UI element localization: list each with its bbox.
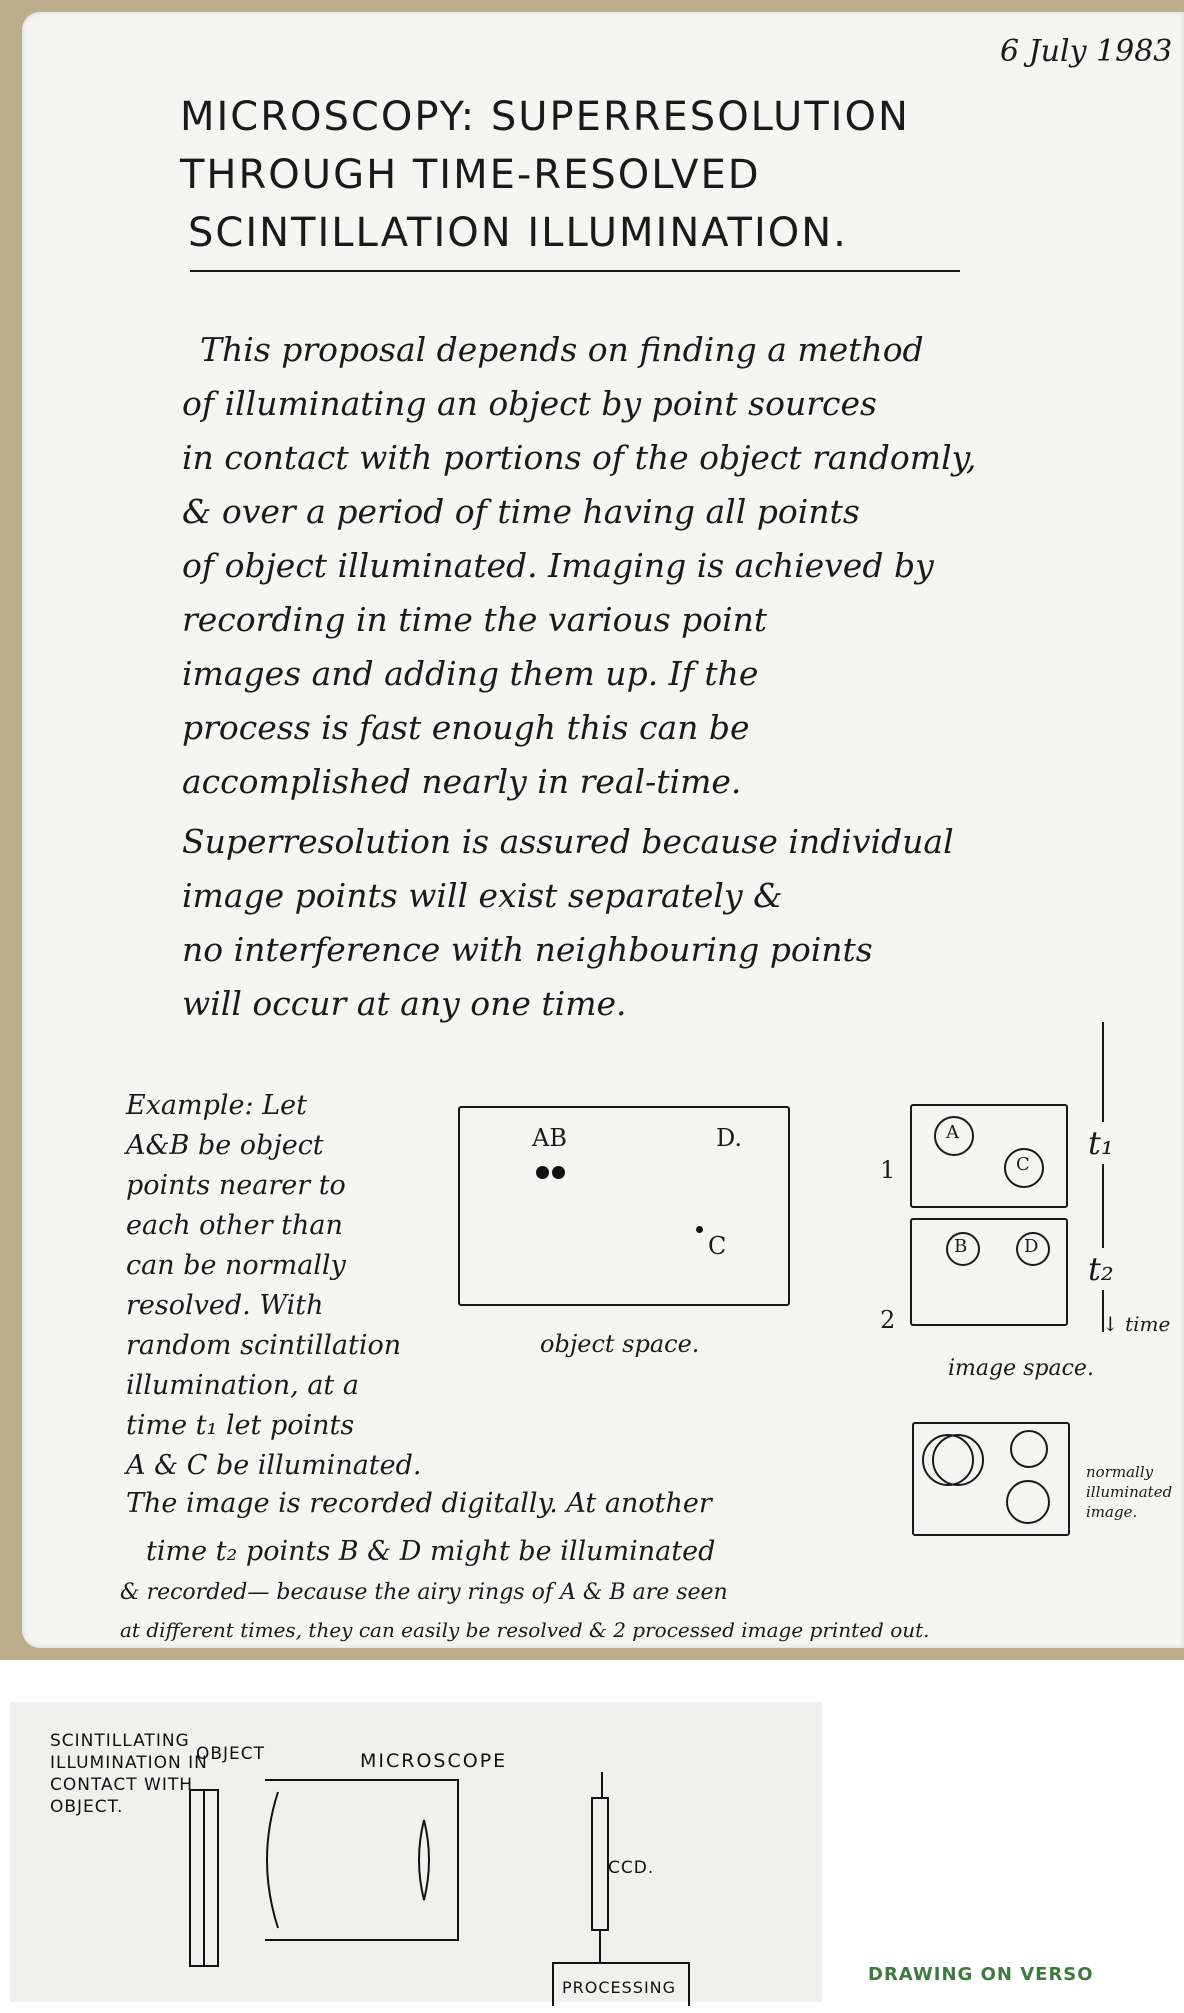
object-point-b (552, 1166, 565, 1179)
title-line-3: SCINTILLATION ILLUMINATION. (188, 210, 848, 256)
image-space-caption: image space. (948, 1356, 1094, 1381)
object-point-ab-label: AB (532, 1124, 567, 1152)
verso-object-label: OBJECT (196, 1744, 266, 1764)
object-point-a (536, 1166, 549, 1179)
image-frame-2 (910, 1218, 1068, 1326)
body-line-3: in contact with portions of the object randomly, (182, 438, 977, 477)
normal-image-ring-d (1010, 1430, 1048, 1468)
airy-ring-b-label: B (954, 1236, 968, 1257)
body-line-10: Superresolution is assured because individual (182, 822, 954, 861)
airy-ring-c-label: C (1016, 1154, 1030, 1175)
continuation-line-1: The image is recorded digitally. At another (126, 1488, 712, 1519)
body-line-13: will occur at any one time. (182, 984, 627, 1023)
verso-ccd-label: CCD. (608, 1858, 655, 1878)
verso-ccd-sensor (592, 1798, 608, 1930)
body-line-1: This proposal depends on finding a method (200, 330, 924, 369)
verso-processing-box (552, 1962, 690, 2006)
verso-illumination-label: SCINTILLATING ILLUMINATION IN CONTACT WITH OBJECT. (50, 1731, 208, 1817)
title-line-1: MICROSCOPY: SUPERRESOLUTION (180, 94, 910, 140)
image-frame-1-label: 1 (880, 1156, 896, 1184)
image-frame-2-label: 2 (880, 1306, 896, 1334)
continuation-line-4: at different times, they can easily be resolved & 2 processed image printed out. (120, 1618, 930, 1642)
notebook-sheet (22, 12, 1184, 1648)
example-line-10: A & C be illuminated. (126, 1450, 422, 1481)
verso-objective-lens (267, 1792, 278, 1928)
example-line-6: resolved. With (126, 1290, 324, 1321)
example-line-8: illumination, at a (126, 1370, 359, 1401)
object-point-c-label: C (708, 1232, 727, 1260)
continuation-line-2: time t₂ points B & D might be illuminated (146, 1536, 716, 1567)
body-line-4: & over a period of time having all points (182, 492, 860, 531)
verso-eyepiece-lens (419, 1820, 429, 1900)
verso-apparatus-sketch (10, 1702, 822, 2002)
normal-image-ring-c (1006, 1480, 1050, 1524)
object-point-c (696, 1226, 703, 1233)
body-line-6: recording in time the various point (182, 600, 768, 639)
body-line-2: of illuminating an object by point sources (182, 384, 877, 423)
object-point-d-label: D. (716, 1124, 743, 1152)
image-frame-1 (910, 1104, 1068, 1208)
example-line-7: random scintillation (126, 1330, 402, 1361)
continuation-line-3: & recorded— because the airy rings of A & B are seen (120, 1580, 728, 1605)
body-line-9: accomplished nearly in real-time. (182, 762, 742, 801)
time-t2-label: t₂ (1088, 1250, 1114, 1288)
title-line-2: THROUGH TIME-RESOLVED (180, 152, 761, 198)
example-line-3: points nearer to (126, 1170, 346, 1201)
example-line-9: time t₁ let points (126, 1410, 355, 1441)
body-line-11: image points will exist separately & (182, 876, 783, 915)
body-line-8: process is fast enough this can be (182, 708, 750, 747)
time-axis-label: ↓ time (1102, 1312, 1171, 1336)
normal-image-ring-ab-2 (932, 1434, 984, 1486)
normal-image-label: normally illuminated image. (1086, 1463, 1173, 1521)
object-space-caption: object space. (540, 1330, 700, 1358)
example-line-5: can be normally (126, 1250, 346, 1281)
date: 6 July 1983 (1000, 34, 1173, 69)
verso-processing-label: PROCESSING (562, 1978, 677, 1997)
title-underline (190, 270, 960, 272)
airy-ring-a-label: A (946, 1122, 959, 1143)
example-line-2: A&B be object (126, 1130, 324, 1161)
body-line-12: no interference with neighbouring points (182, 930, 873, 969)
airy-ring-d-label: D (1024, 1236, 1039, 1257)
body-line-7: images and adding them up. If the (182, 654, 759, 693)
verso-microscope-label: MICROSCOPE (360, 1750, 508, 1772)
verso-caption: DRAWING ON VERSO (868, 1964, 1094, 1985)
time-t1-label: t₁ (1088, 1124, 1114, 1162)
example-line-4: each other than (126, 1210, 343, 1241)
body-line-5: of object illuminated. Imaging is achieved by (182, 546, 934, 585)
example-line-1: Example: Let (126, 1090, 307, 1121)
verso-drawing (10, 1702, 822, 2002)
